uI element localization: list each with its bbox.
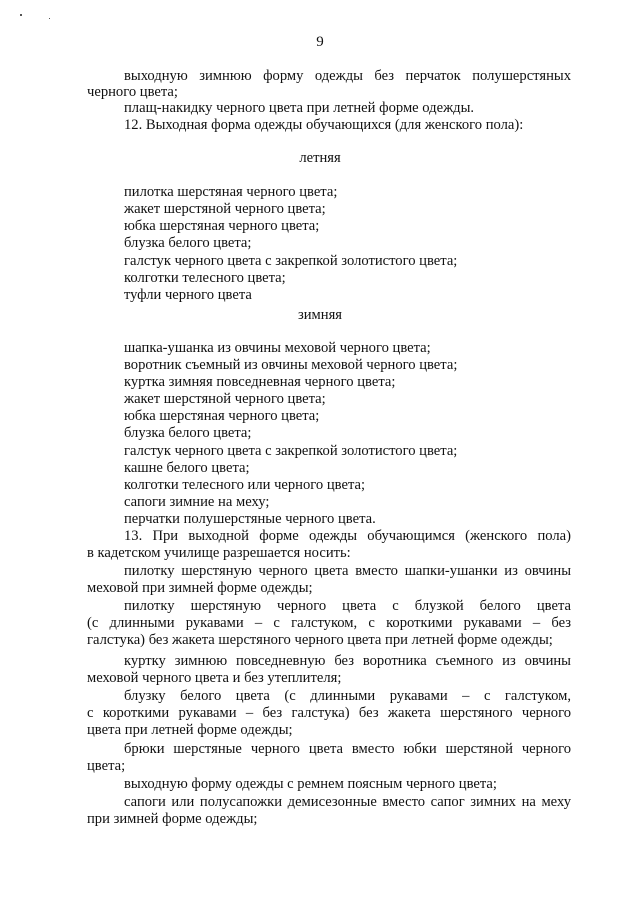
list-item: юбка шерстяная черного цвета; (124, 408, 320, 424)
text-line: меховой при зимней форме одежды; (87, 580, 313, 596)
subheading-winter: зимняя (297, 307, 343, 323)
text-line: меховой черного цвета и без утеплителя; (87, 670, 342, 686)
list-item: блузка белого цвета; (124, 425, 252, 441)
text-line: галстука) без жакета шерстяного черного цвета при летней форме одежды; (87, 632, 553, 648)
page-number: 9 (316, 34, 324, 50)
text-line: (с длинными рукавами – с галстуком, с короткими рукавами – без (87, 615, 571, 631)
subheading-summer: летняя (299, 150, 341, 166)
list-item: колготки телесного цвета; (124, 270, 286, 286)
list-item: воротник съемный из овчины меховой черного цвета; (124, 357, 458, 373)
text-line: выходную форму одежды с ремнем поясным черного цвета; (124, 776, 497, 792)
text-line: блузку белого цвета (с длинными рукавами – с галстуком, (124, 688, 571, 704)
list-item: сапоги зимние на меху; (124, 494, 270, 510)
text-line: выходную зимнюю форму одежды без перчаток полушерстяных (124, 68, 571, 84)
list-item: галстук черного цвета с закрепкой золотистого цвета; (124, 443, 458, 459)
list-item: куртка зимняя повседневная черного цвета; (124, 374, 396, 390)
text-line: пилотку шерстяную черного цвета вместо шапки-ушанки из овчины (124, 563, 571, 579)
text-line: цвета при летней форме одежды; (87, 722, 293, 738)
text-line: плащ-накидку черного цвета при летней форме одежды. (124, 100, 475, 116)
section-heading: 13. При выходной форме одежды обучающимся (женского пола) (124, 528, 571, 544)
scan-speck (20, 14, 22, 16)
list-item: галстук черного цвета с закрепкой золотистого цвета; (124, 253, 458, 269)
text-line: с короткими рукавами – без галстука) без жакета шерстяного черного (87, 705, 571, 721)
text-line: брюки шерстяные черного цвета вместо юбки шерстяной черного (124, 741, 571, 757)
text-line: сапоги или полусапожки демисезонные вместо сапог зимних на меху (124, 794, 571, 810)
list-item: пилотка шерстяная черного цвета; (124, 184, 338, 200)
list-item: жакет шерстяной черного цвета; (124, 201, 326, 217)
list-item: туфли черного цвета (124, 287, 252, 303)
text-line: в кадетском училище разрешается носить: (87, 545, 351, 561)
list-item: перчатки полушерстяные черного цвета. (124, 511, 376, 527)
list-item: юбка шерстяная черного цвета; (124, 218, 320, 234)
list-item: кашне белого цвета; (124, 460, 250, 476)
list-item: шапка-ушанка из овчины меховой черного цвета; (124, 340, 431, 356)
list-item: блузка белого цвета; (124, 235, 252, 251)
list-item: жакет шерстяной черного цвета; (124, 391, 326, 407)
list-item: колготки телесного или черного цвета; (124, 477, 366, 493)
text-line: цвета; (87, 758, 126, 774)
section-heading: 12. Выходная форма одежды обучающихся (для женского пола): (124, 117, 524, 133)
text-line: пилотку шерстяную черного цвета с блузкой белого цвета (124, 598, 571, 614)
text-line: куртку зимнюю повседневную без воротника съемного из овчины (124, 653, 571, 669)
text-line: при зимней форме одежды; (87, 811, 258, 827)
text-line: черного цвета; (87, 84, 178, 100)
scan-speck (49, 18, 50, 19)
